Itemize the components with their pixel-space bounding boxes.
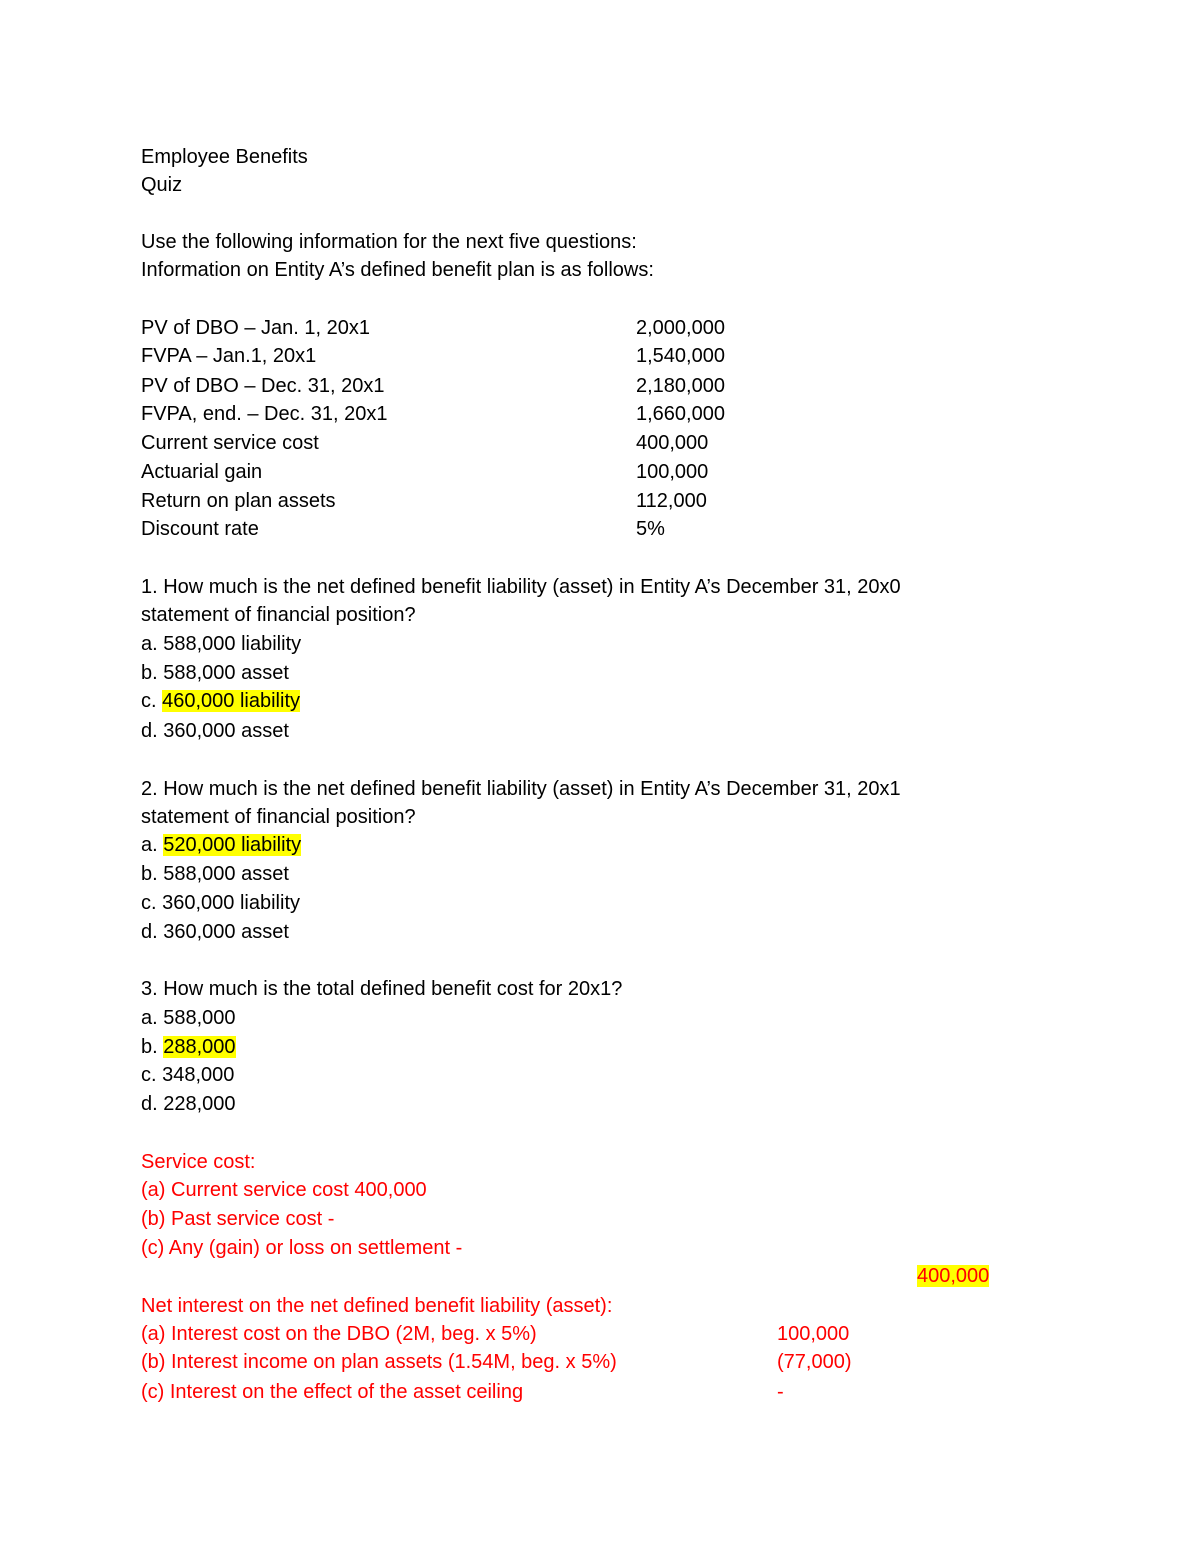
option-letter: b. xyxy=(141,1036,158,1058)
option-text: 348,000 xyxy=(162,1064,235,1086)
correct-answer-highlight: 288,000 xyxy=(163,1036,236,1058)
answer-option xyxy=(141,1006,236,1030)
option-letter: c. xyxy=(141,690,157,712)
net-interest-label: (a) Interest cost on the DBO (2M, beg. x 5%) xyxy=(141,1323,537,1345)
option-letter: c. xyxy=(141,1064,157,1086)
service-cost-item: (c) Any (gain) or loss on settlement - xyxy=(141,1237,463,1259)
answer-option xyxy=(141,920,289,944)
option-text: 588,000 asset xyxy=(163,863,289,885)
plan-info-value: 100,000 xyxy=(636,461,709,483)
plan-info-value: 1,660,000 xyxy=(636,403,725,425)
intro-line: Use the following information for the next five questions: xyxy=(141,231,637,253)
net-interest-label: (c) Interest on the effect of the asset ceiling xyxy=(141,1381,524,1403)
option-text: 360,000 asset xyxy=(163,720,289,742)
option-text: 360,000 liability xyxy=(162,892,300,914)
answer-option xyxy=(141,833,301,857)
question-stem: 3. How much is the total defined benefit cost for 20x1? xyxy=(141,978,623,1000)
plan-info-label: FVPA – Jan.1, 20x1 xyxy=(141,345,317,367)
option-letter: a. xyxy=(141,1007,158,1029)
service-cost-item: (b) Past service cost - xyxy=(141,1208,335,1230)
option-text: 588,000 liability xyxy=(163,633,302,655)
answer-option xyxy=(141,1035,236,1059)
service-cost-item: (a) Current service cost 400,000 xyxy=(141,1179,427,1201)
document-title: Employee Benefits xyxy=(141,146,308,168)
net-interest-value: (77,000) xyxy=(777,1351,852,1373)
net-interest-heading: Net interest on the net defined benefit liability (asset): xyxy=(141,1295,613,1317)
plan-info-value: 112,000 xyxy=(636,490,707,512)
plan-info-value: 400,000 xyxy=(636,432,709,454)
plan-info-label: Current service cost xyxy=(141,432,319,454)
option-letter: d. xyxy=(141,720,158,742)
answer-option xyxy=(141,689,300,713)
document-subtitle: Quiz xyxy=(141,174,183,196)
question-stem: 2. How much is the net defined benefit liability (asset) in Entity A’s December 31, 20x1 xyxy=(141,778,901,800)
plan-info-value: 2,000,000 xyxy=(636,317,725,339)
option-text: 228,000 xyxy=(163,1093,236,1115)
question-stem: statement of financial position? xyxy=(141,806,416,828)
service-cost-total xyxy=(917,1264,989,1288)
plan-info-label: FVPA, end. – Dec. 31, 20x1 xyxy=(141,403,388,425)
service-cost-total-highlight: 400,000 xyxy=(917,1265,990,1287)
net-interest-label: (b) Interest income on plan assets (1.54M, beg. x 5%) xyxy=(141,1351,617,1373)
option-letter: d. xyxy=(141,921,158,943)
plan-info-label: PV of DBO – Jan. 1, 20x1 xyxy=(141,317,371,339)
correct-answer-highlight: 460,000 liability xyxy=(162,690,300,712)
plan-info-label: Return on plan assets xyxy=(141,490,336,512)
answer-option xyxy=(141,1063,234,1087)
plan-info-label: Actuarial gain xyxy=(141,461,263,483)
plan-info-value: 1,540,000 xyxy=(636,345,725,367)
correct-answer-highlight: 520,000 liability xyxy=(163,834,302,856)
answer-option xyxy=(141,661,289,685)
option-text: 360,000 asset xyxy=(163,921,289,943)
plan-info-value: 2,180,000 xyxy=(636,375,725,397)
plan-info-label: Discount rate xyxy=(141,518,259,540)
intro-line: Information on Entity A’s defined benefit plan is as follows: xyxy=(141,259,654,281)
option-text: 588,000 asset xyxy=(163,662,289,684)
net-interest-value: - xyxy=(777,1381,784,1403)
question-stem: statement of financial position? xyxy=(141,604,416,626)
option-letter: d. xyxy=(141,1093,158,1115)
answer-option xyxy=(141,891,300,915)
answer-option xyxy=(141,862,289,886)
answer-option xyxy=(141,719,289,743)
option-text: 588,000 xyxy=(163,1007,236,1029)
answer-option xyxy=(141,1092,236,1116)
question-stem: 1. How much is the net defined benefit liability (asset) in Entity A’s December 31, 20x0 xyxy=(141,576,901,598)
net-interest-value: 100,000 xyxy=(777,1323,850,1345)
option-letter: a. xyxy=(141,633,158,655)
answer-option xyxy=(141,632,301,656)
plan-info-label: PV of DBO – Dec. 31, 20x1 xyxy=(141,375,385,397)
service-cost-heading: Service cost: xyxy=(141,1151,256,1173)
option-letter: c. xyxy=(141,892,157,914)
plan-info-value: 5% xyxy=(636,518,665,540)
option-letter: b. xyxy=(141,662,158,684)
option-letter: a. xyxy=(141,834,158,856)
option-letter: b. xyxy=(141,863,158,885)
